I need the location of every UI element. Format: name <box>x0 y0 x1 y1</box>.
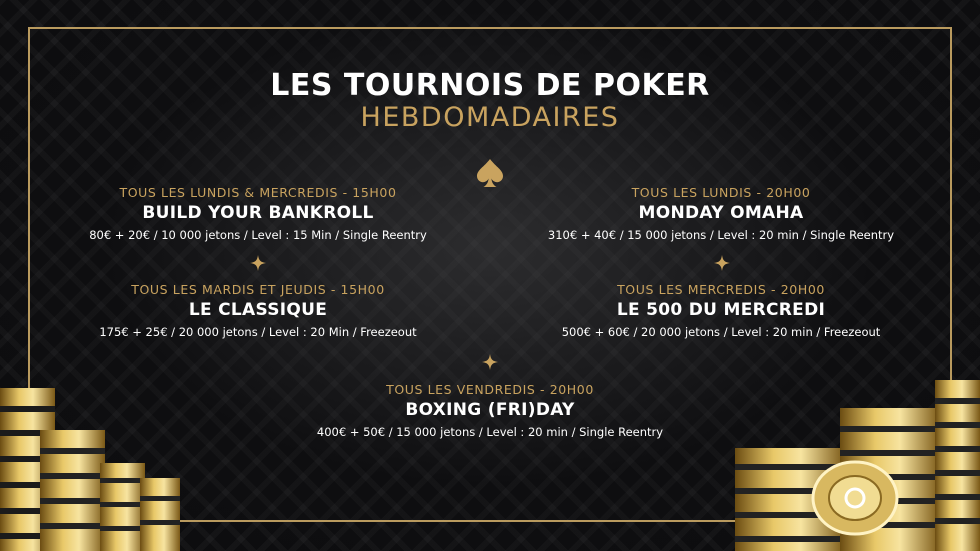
tournament-schedule: TOUS LES MERCREDIS - 20H00 <box>617 282 825 297</box>
tournament-details: 175€ + 25€ / 20 000 jetons / Level : 20 Min / Freezeout <box>99 325 417 339</box>
tournament-name: BOXING (FRI)DAY <box>405 400 575 420</box>
page-title: LES TOURNOIS DE POKER <box>270 68 710 103</box>
tournament-details: 310€ + 40€ / 15 000 jetons / Level : 20 min / Single Reentry <box>547 228 895 242</box>
tournament-details: 400€ + 50€ / 15 000 jetons / Level : 20 min / Single Reentry <box>316 425 664 439</box>
tournament-name: MONDAY OMAHA <box>638 203 804 223</box>
tournament-details: 500€ + 60€ / 20 000 jetons / Level : 20 min / Freezeout <box>561 325 881 339</box>
tournament-schedule: TOUS LES LUNDIS - 20H00 <box>631 185 811 200</box>
poker-chips-icon <box>735 380 980 551</box>
tournament-details: 80€ + 20€ / 10 000 jetons / Level : 15 Min / Single Reentry <box>89 228 427 242</box>
tournament-name: LE 500 DU MERCREDI <box>616 300 826 320</box>
spade-icon <box>476 158 504 188</box>
tournament-monday-omaha <box>520 185 922 242</box>
tournament-le-classique <box>58 282 458 339</box>
tournament-boxing-friday <box>290 382 690 439</box>
tournament-name: BUILD YOUR BANKROLL <box>142 203 374 223</box>
tournament-schedule: TOUS LES VENDREDIS - 20H00 <box>386 382 594 397</box>
tournament-schedule: TOUS LES LUNDIS & MERCREDIS - 15H00 <box>119 185 397 200</box>
sparkle-icon <box>482 354 498 370</box>
page-subtitle: HEBDOMADAIRES <box>360 102 620 133</box>
poker-chips-icon <box>0 378 180 551</box>
tournament-build-your-bankroll <box>58 185 458 242</box>
tournament-schedule: TOUS LES MARDIS ET JEUDIS - 15H00 <box>131 282 385 297</box>
sparkle-icon <box>714 255 730 271</box>
tournament-le-500-du-mercredi <box>520 282 922 339</box>
sparkle-icon <box>250 255 266 271</box>
tournament-name: LE CLASSIQUE <box>188 300 328 320</box>
